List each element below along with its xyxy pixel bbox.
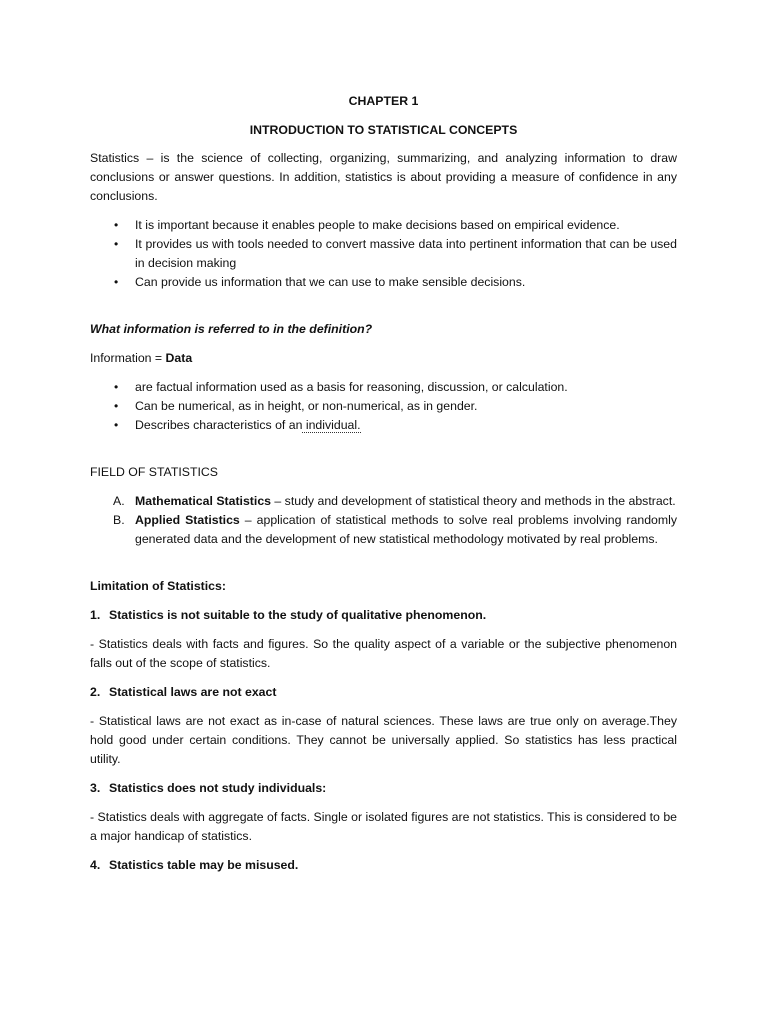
limitation-title: 4. Statistics table may be misused. bbox=[90, 856, 677, 875]
field-term: Applied Statistics bbox=[135, 513, 240, 527]
limitation-title: 1. Statistics is not suitable to the study of qualitative phenomenon. bbox=[90, 606, 677, 625]
field-list bbox=[90, 492, 677, 549]
information-value: Data bbox=[165, 351, 193, 365]
information-line bbox=[90, 349, 677, 368]
limitation-heading: Limitation of Statistics: bbox=[90, 579, 226, 593]
list-item: • It provides us with tools needed to convert massive data into pertinent information that can be used in decision making bbox=[114, 237, 677, 270]
document-page bbox=[90, 92, 677, 875]
bullet-icon: • bbox=[114, 418, 119, 432]
limitation-number: 1. bbox=[90, 608, 101, 622]
limitation-number: 3. bbox=[90, 781, 101, 795]
bullet-icon: • bbox=[114, 380, 119, 394]
data-bullet-list bbox=[90, 378, 677, 435]
limitation-text: - Statistical laws are not exact as in-case of natural sciences. These laws are true only on average.They hold good under certain conditions. They cannot be universally applied. So statistics has less practical utility. bbox=[90, 714, 677, 766]
field-term: Mathematical Statistics bbox=[135, 494, 271, 508]
list-item: • Can be numerical, as in height, or non-numerical, as in gender. bbox=[90, 397, 677, 416]
section-title: INTRODUCTION TO STATISTICAL CONCEPTS bbox=[249, 123, 518, 137]
underlined-word: individual. bbox=[302, 418, 361, 432]
field-description: – application of statistical methods to solve real problems involving randomly generated data and the development of new statistical methodology motivated by real problems. bbox=[135, 513, 677, 546]
list-item: • Describes characteristics of an individual. bbox=[90, 416, 677, 435]
list-item bbox=[90, 511, 677, 549]
list-marker: A. bbox=[113, 494, 125, 508]
field-heading: FIELD OF STATISTICS bbox=[90, 465, 218, 479]
bullet-icon: • bbox=[114, 399, 119, 413]
limitation-title: 3. Statistics does not study individuals: bbox=[90, 779, 677, 798]
limitation-title: 2. Statistical laws are not exact bbox=[90, 683, 677, 702]
list-marker: B. bbox=[113, 513, 125, 527]
bullet-icon: • bbox=[114, 275, 119, 289]
chapter-title: CHAPTER 1 bbox=[348, 94, 419, 108]
list-item: • Can provide us information that we can use to make sensible decisions. bbox=[90, 273, 677, 292]
bullet-icon: • bbox=[114, 218, 119, 232]
limitation-number: 2. bbox=[90, 685, 101, 699]
bullet-icon: • bbox=[114, 237, 119, 251]
list-item bbox=[90, 492, 677, 511]
limitation-text: - Statistics deals with aggregate of facts. Single or isolated figures are not statistics. This is considered to be a major handicap of statistics. bbox=[90, 810, 677, 843]
intro-bullet-list bbox=[90, 216, 677, 292]
field-description: – study and development of statistical theory and methods in the abstract. bbox=[271, 494, 676, 508]
question-heading: What information is referred to in the definition? bbox=[90, 322, 373, 336]
limitation-text: - Statistics deals with facts and figures. So the quality aspect of a variable or the subjective phenomenon falls out of the scope of statistics. bbox=[90, 637, 677, 670]
limitation-number: 4. bbox=[90, 858, 101, 872]
list-item: • are factual information used as a basis for reasoning, discussion, or calculation. bbox=[90, 378, 677, 397]
list-item: • It is important because it enables people to make decisions based on empirical evidence. bbox=[90, 216, 677, 235]
information-label: Information = bbox=[90, 351, 166, 365]
intro-paragraph: Statistics – is the science of collecting, organizing, summarizing, and analyzing information to draw conclusions or answer questions. In addition, statistics is about providing a measure of confidence in any conclusions. bbox=[90, 151, 677, 203]
